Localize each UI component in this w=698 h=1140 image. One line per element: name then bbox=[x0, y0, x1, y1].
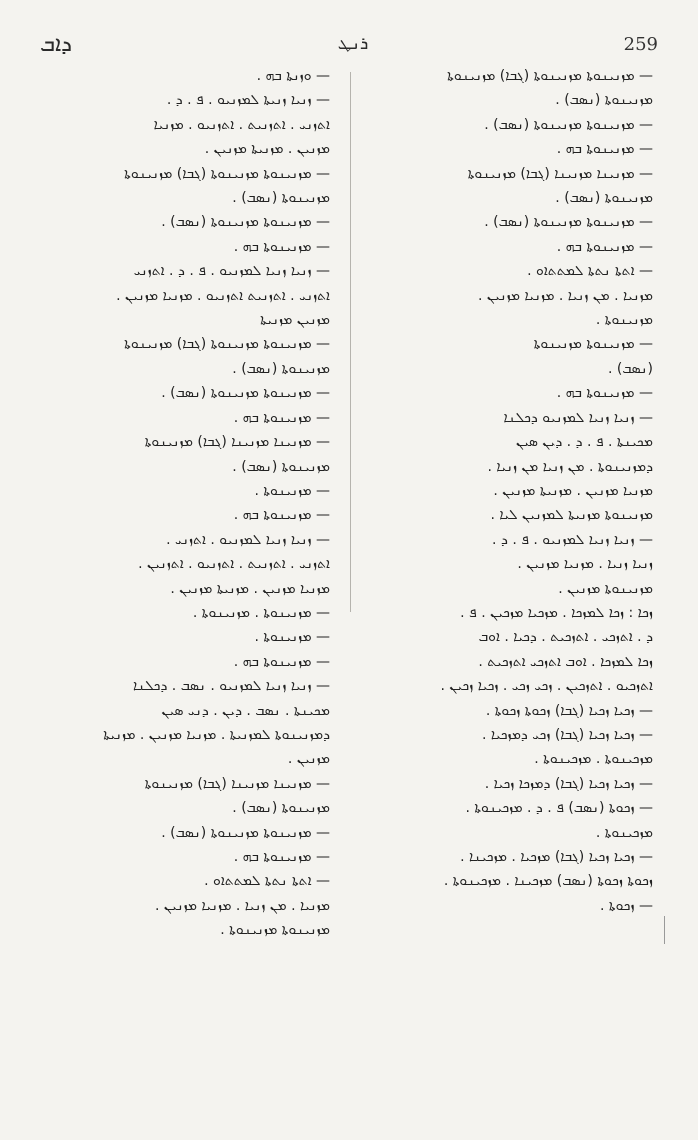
left-column bbox=[45, 64, 330, 1084]
entry-line: ܡܙܢܝܐ ܡܙܢܝܢ . ܡܙܢܝܬܐ ܡܙܢܝܢ . bbox=[493, 482, 653, 499]
entry-line: ܡܙܢܝܢ ܡܙܢܝܬܐ bbox=[260, 312, 330, 329]
entry-line: ܡܙܢܝܢܘܬܐ (ܢܣܒ) . bbox=[555, 92, 653, 109]
entry-line: ܐܬܙܢܝ . ܐܬܙܢܝܬ . ܐܬܙܢܝܘ . ܡܙܢܝܐ bbox=[153, 116, 330, 133]
entry-line: — ܡܙܢܝܢܘܬܐ ܡܙܢܝܢܘܬܐ (ܓܒܐ) ܡܙܢܝܢܘܬܐ bbox=[124, 165, 330, 182]
entry-line: — ܡܙܢܝܢܐ ܡܙܢܝܢܐ (ܓܒܐ) ܡܙܢܝܢܘܬܐ bbox=[144, 775, 330, 792]
page-number: 259 bbox=[623, 34, 658, 55]
entry-line: — ܙܟܝܐ ܙܟܝܐ (ܓܒܐ) ܙܟܝ ܕܡܙܟܝܐ . bbox=[481, 726, 653, 743]
entry-line: — ܡܙܢܝܢܐ ܡܙܢܝܢܐ (ܓܒܐ) ܡܙܢܝܢܘܬܐ bbox=[144, 434, 330, 451]
entry-line: — ܡܙܢܝܢܘܬܐ ܡܙܢܝܢܘܬܐ (ܓܒܐ) ܡܙܢܝܢܘܬܐ bbox=[447, 68, 653, 84]
right-column bbox=[368, 64, 653, 1084]
entry-line: ܡܙܢܝܢܘܬܐ ܡܙܢܝܬܐ ܠܡܙܢܝܢ ܠܝܐ . bbox=[490, 507, 653, 524]
entry-line: — ܡܙܢܝܢܘܬܐ . ܡܙܢܝܢܘܬܐ . bbox=[192, 604, 330, 621]
column-divider bbox=[350, 72, 351, 612]
entry-line: (ܢܣܒ) . bbox=[607, 360, 653, 377]
entry-line: ܡܙܢܝܐ ܡܙܢܝܢ . ܡܙܢܝܬܐ ܡܙܢܝܢ . bbox=[170, 580, 330, 597]
entry-line: — ܙܢܝܐ ܙܢܝܐ ܠܡܙܢܝܘ . ܦ . ܕ . ܐܬܙܢܝ bbox=[133, 263, 330, 280]
entry-line: — ܡܙܢܝܢܘܬܐ ܒܗ . bbox=[233, 849, 330, 865]
entry-line: — ܙܢܝܐ ܙܢܝܬܐ ܠܡܙܢܝܘ . ܦ . ܕ . bbox=[166, 92, 330, 109]
entry-line: ܐܬܙܢܝ . ܐܬܙܢܝܬ ܐܬܙܢܝܘ . ܡܙܢܝܐ ܡܙܢܝܢ . bbox=[116, 287, 330, 304]
entry-line: — ܙܟܝܐ ܙܟܝܐ (ܓܒܐ) ܕܡܙܟܐ ܙܟܝܐ . bbox=[484, 775, 653, 792]
entry-line: ܐܬܙܟܝܘ . ܐܬܙܟܝܢ . ܙܟܝ ܙܟܝ . ܙܟܝܐ ܙܟܝܢ . bbox=[440, 678, 653, 695]
entry-line: — ܡܙܢܝܢܘܬܐ ܒܗ . bbox=[556, 141, 653, 158]
page-number-syriac: ܪܢܛ bbox=[337, 34, 369, 54]
entry-line: — ܙܢܝܐ ܙܢܝܐ ܠܡܙܢܝܘ . ܐܬܙܢܝ . bbox=[166, 531, 330, 548]
entry-line: ܙܟܘܬܐ ܙܟܘܬܐ (ܢܣܒ) ܡܙܟܝܢܐ . ܡܙܟܝܢܘܬܐ . bbox=[443, 873, 653, 890]
entry-line: ܡܙܢܝܢܘܬܐ (ܢܣܒ) . bbox=[555, 190, 653, 207]
entry-line: ܡܙܢܝܐ . ܡܢ ܙܢܝܐ . ܡܙܢܝܐ ܡܙܢܝܢ . bbox=[154, 897, 330, 914]
entry-line: ܙܟܐ ܠܡܙܟܐ . ܐܘܒ ܐܬܙܟܝ ܐܬܙܟܝܬ . bbox=[478, 653, 653, 670]
entry-line: ܡܙܢܝܢܘܬܐ ܡܙܢܝܢ . bbox=[558, 580, 653, 597]
entry-line: — ܡܙܢܝܢܘܬܐ ܒܗ . bbox=[233, 409, 330, 426]
entry-line: ܙܟܐ : ܙܟܐ ܠܡܙܟܐ . ܡܙܟܝܐ ܡܙܟܝܢ . ܦ . bbox=[460, 604, 653, 621]
entry-line: — ܘܙܢܬܐ ܒܗ . bbox=[256, 68, 330, 84]
entry-line: ܐܬܙܢܝ . ܐܬܙܢܝܬ . ܐܬܙܢܝܘ . ܐܬܙܢܝܢ . bbox=[138, 556, 330, 573]
entry-line: — ܡܙܢܝܢܐ ܡܙܢܝܢܐ (ܓܒܐ) ܡܙܢܝܢܘܬܐ bbox=[467, 165, 653, 182]
entry-line: ܡܙܢܝܢܘܬܐ (ܢܣܒ) . bbox=[232, 800, 330, 817]
entry-line: ܡܙܟܝܢܘܬܐ . ܡܙܟܝܢܘܬܐ . bbox=[534, 751, 653, 768]
entry-line: — ܡܙܢܝܢܘܬܐ . bbox=[254, 482, 330, 499]
entry-line: — ܡܙܢܝܢܘܬܐ ܒܗ . bbox=[233, 238, 330, 255]
entry-line: — ܡܙܢܝܢܘܬܐ ܒܗ . bbox=[556, 238, 653, 255]
entry-line: — ܙܢܝܐ ܙܢܝܐ ܠܡܙܢܝܘ ܕܟܠܢܐ bbox=[503, 409, 653, 426]
entry-line: — ܐܬܬܐ ܢܬܬܐ ܠܡܬܬܐܘ . bbox=[204, 873, 330, 890]
entry-line: ܡܙܢܝܢܘܬܐ ܡܙܢܝܢܘܬܐ . bbox=[220, 922, 330, 939]
entry-line: — ܡܙܢܝܢܘܬܐ ܒܗ . bbox=[556, 385, 653, 402]
entry-line: ܕ . ܐܬܙܟܝ . ܐܬܙܟܝܬ . ܕܟܝܐ . ܐܘܒ bbox=[478, 629, 653, 646]
entry-line: ܙܢܝܐ ܙܢܝܐ . ܡܙܢܝܐ ܡܙܢܝܢ . bbox=[517, 556, 653, 573]
entry-line: — ܡܙܢܝܢܘܬܐ ܡܙܢܝܢܘܬܐ bbox=[533, 336, 653, 353]
entry-line: — ܙܢܝܐ ܙܢܝܐ ܠܡܙܢܝܘ . ܦ . ܕ . bbox=[492, 531, 653, 548]
entry-line: — ܙܟܝܐ ܙܟܝܐ (ܓܒܐ) ܡܙܟܝܐ . ܡܙܟܝܢܐ . bbox=[460, 849, 653, 865]
margin-mark bbox=[664, 916, 665, 944]
entry-line: ܡܙܢܝܢ . bbox=[287, 751, 330, 768]
entry-line: ܡܙܢܝܢܘܬܐ (ܢܣܒ) . bbox=[232, 360, 330, 377]
entry-line: — ܡܙܢܝܢܘܬܐ ܡܙܢܝܢܘܬܐ (ܢܣܒ) . bbox=[161, 214, 330, 231]
entry-line: — ܡܙܢܝܢܘܬܐ ܡܙܢܝܢܘܬܐ (ܢܣܒ) . bbox=[484, 116, 653, 133]
entry-line: ܡܙܢܝܐ . ܡܢ ܙܢܝܐ . ܡܙܢܝܐ ܡܙܢܝܢ . bbox=[477, 287, 653, 304]
page-header bbox=[0, 28, 698, 68]
entry-line: ܡܙܢܝܢܘܬܐ (ܢܣܒ) . bbox=[232, 458, 330, 475]
entry-line: — ܡܙܢܝܢܘܬܐ ܒܗ . bbox=[233, 507, 330, 524]
entry-line: ܡܙܟܝܢܘܬܐ . bbox=[595, 824, 653, 841]
entry-line: ܡܙܢܝܢܘܬܐ (ܢܣܒ) . bbox=[232, 190, 330, 207]
entry-line: ܡܙܢܝܢ . ܡܙܢܝܬܐ ܡܙܢܝܢ . bbox=[204, 141, 330, 158]
entry-line: — ܙܟܘܬܐ . bbox=[600, 897, 653, 914]
entry-line: ܡܟܝܢܬܐ . ܢܣܒ . ܕܝܢ . ܕܢܝ ܣܝܢ bbox=[161, 702, 330, 719]
entry-line: ܡܟܝܢܬܐ . ܦ . ܕ . ܕܝܢ ܣܝܢ bbox=[515, 434, 653, 451]
entry-line: — ܙܟܝܐ ܙܟܝܐ (ܓܒܐ) ܙܟܘܬܐ ܙܟܘܬܐ . bbox=[485, 702, 653, 719]
entry-line: ܕܡܙܢܝܢܘܬܐ ܠܡܙܢܝܬܐ . ܡܙܢܝܐ ܡܙܢܝܢ . ܡܙܢܝܬܐ bbox=[103, 726, 330, 743]
entry-line: ܡܙܢܝܢܘܬܐ . bbox=[595, 312, 653, 329]
entry-line: — ܡܙܢܝܢܘܬܐ ܡܙܢܝܢܘܬܐ (ܢܣܒ) . bbox=[161, 824, 330, 841]
entry-line: ܕܡܙܢܝܢܘܬܐ . ܡܢ ܙܢܝܐ ܡܢ ܙܢܝܐ . bbox=[487, 458, 653, 475]
entry-line: — ܡܙܢܝܢܘܬܐ ܒܗ . bbox=[233, 653, 330, 670]
entry-line: — ܙܟܘܬܐ (ܢܣܒ) ܦ . ܕ . ܡܙܟܝܢܘܬܐ . bbox=[465, 800, 653, 817]
entry-line: — ܡܙܢܝܢܘܬܐ ܡܙܢܝܢܘܬܐ (ܢܣܒ) . bbox=[484, 214, 653, 231]
running-head: ܕܐܒ bbox=[40, 32, 73, 57]
entry-line: — ܡܙܢܝܢܘܬܐ ܡܙܢܝܢܘܬܐ (ܢܣܒ) . bbox=[161, 385, 330, 402]
entry-line: — ܡܙܢܝܢܘܬܐ ܡܙܢܝܢܘܬܐ (ܓܒܐ) ܡܙܢܝܢܘܬܐ bbox=[124, 336, 330, 353]
entry-line: — ܐܬܬܐ ܢܬܬܐ ܠܡܬܬܐܘ . bbox=[527, 263, 653, 280]
entry-line: — ܙܢܝܐ ܙܢܝܐ ܠܡܙܢܝܘ . ܢܣܒ . ܕܟܠܢܐ bbox=[133, 678, 330, 695]
entry-line: — ܡܙܢܝܢܘܬܐ . bbox=[254, 629, 330, 646]
